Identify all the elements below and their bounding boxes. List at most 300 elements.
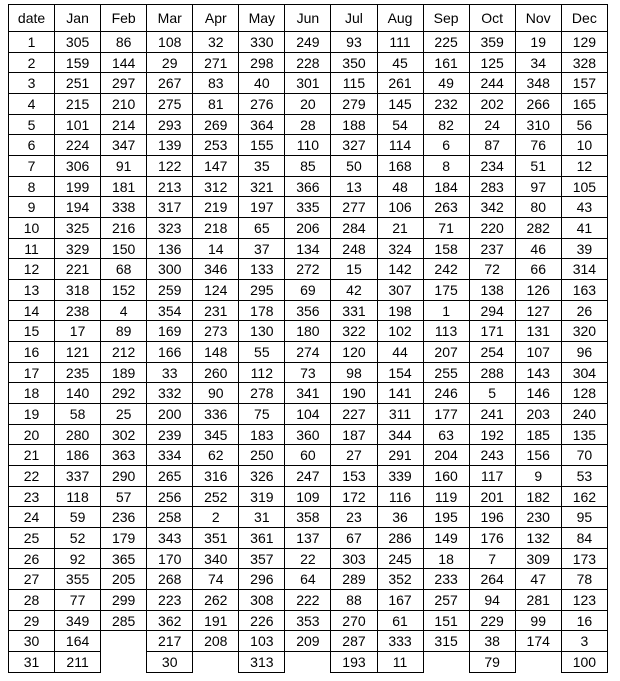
- table-cell[interactable]: 309: [515, 548, 561, 569]
- table-cell[interactable]: 346: [193, 259, 239, 280]
- table-cell[interactable]: 269: [193, 114, 239, 135]
- table-cell[interactable]: 45: [377, 52, 423, 73]
- table-cell[interactable]: 288: [469, 362, 515, 383]
- table-cell[interactable]: 28: [285, 114, 331, 135]
- table-cell[interactable]: 364: [239, 114, 285, 135]
- table-cell[interactable]: 140: [55, 383, 101, 404]
- table-cell[interactable]: 53: [561, 466, 607, 487]
- date-cell[interactable]: 8: [9, 176, 55, 197]
- table-cell[interactable]: 352: [377, 569, 423, 590]
- table-cell[interactable]: 83: [193, 73, 239, 94]
- table-cell[interactable]: 109: [285, 486, 331, 507]
- table-cell[interactable]: 133: [239, 259, 285, 280]
- table-cell[interactable]: 366: [285, 176, 331, 197]
- table-cell[interactable]: 210: [101, 94, 147, 115]
- table-cell[interactable]: 25: [101, 404, 147, 425]
- table-cell[interactable]: 80: [515, 197, 561, 218]
- table-cell[interactable]: 130: [239, 321, 285, 342]
- column-header-may[interactable]: May: [239, 5, 285, 32]
- table-cell[interactable]: 56: [561, 114, 607, 135]
- table-cell[interactable]: 224: [55, 135, 101, 156]
- table-cell[interactable]: 144: [101, 52, 147, 73]
- date-cell[interactable]: 6: [9, 135, 55, 156]
- table-cell[interactable]: 291: [377, 445, 423, 466]
- table-cell[interactable]: 57: [101, 486, 147, 507]
- date-cell[interactable]: 28: [9, 590, 55, 611]
- table-cell[interactable]: 311: [377, 404, 423, 425]
- table-cell[interactable]: 192: [469, 424, 515, 445]
- table-cell[interactable]: 118: [55, 486, 101, 507]
- column-header-aug[interactable]: Aug: [377, 5, 423, 32]
- table-cell[interactable]: 162: [561, 486, 607, 507]
- table-cell[interactable]: 307: [377, 280, 423, 301]
- table-cell[interactable]: 332: [147, 383, 193, 404]
- table-cell[interactable]: 203: [515, 404, 561, 425]
- table-cell[interactable]: 283: [469, 176, 515, 197]
- table-cell[interactable]: 116: [377, 486, 423, 507]
- table-cell[interactable]: 158: [423, 238, 469, 259]
- table-cell[interactable]: 342: [469, 197, 515, 218]
- table-cell[interactable]: 190: [331, 383, 377, 404]
- table-cell[interactable]: 211: [55, 652, 101, 673]
- table-cell[interactable]: 160: [423, 466, 469, 487]
- table-cell[interactable]: 96: [561, 342, 607, 363]
- table-cell[interactable]: 98: [331, 362, 377, 383]
- table-cell[interactable]: 331: [331, 300, 377, 321]
- table-cell[interactable]: 32: [193, 32, 239, 53]
- table-cell[interactable]: 169: [147, 321, 193, 342]
- table-cell[interactable]: 112: [239, 362, 285, 383]
- table-cell[interactable]: 243: [469, 445, 515, 466]
- table-cell[interactable]: 270: [331, 610, 377, 631]
- table-cell[interactable]: 298: [239, 52, 285, 73]
- table-cell[interactable]: 232: [423, 94, 469, 115]
- table-cell[interactable]: 107: [515, 342, 561, 363]
- table-cell[interactable]: 68: [101, 259, 147, 280]
- table-cell[interactable]: 200: [147, 404, 193, 425]
- table-cell[interactable]: 148: [193, 342, 239, 363]
- table-cell[interactable]: 320: [561, 321, 607, 342]
- table-cell[interactable]: 34: [515, 52, 561, 73]
- table-cell[interactable]: 341: [285, 383, 331, 404]
- table-cell[interactable]: 22: [285, 548, 331, 569]
- table-cell[interactable]: 193: [331, 652, 377, 673]
- table-cell[interactable]: 17: [55, 321, 101, 342]
- table-cell[interactable]: 41: [561, 218, 607, 239]
- table-cell[interactable]: 105: [561, 176, 607, 197]
- date-cell[interactable]: 10: [9, 218, 55, 239]
- table-cell[interactable]: 265: [147, 466, 193, 487]
- table-cell[interactable]: 257: [423, 590, 469, 611]
- table-cell[interactable]: 85: [285, 156, 331, 177]
- table-cell[interactable]: 213: [147, 176, 193, 197]
- date-cell[interactable]: 5: [9, 114, 55, 135]
- table-cell[interactable]: 164: [55, 631, 101, 652]
- table-cell[interactable]: 104: [285, 404, 331, 425]
- table-cell[interactable]: 42: [331, 280, 377, 301]
- table-cell[interactable]: 333: [377, 631, 423, 652]
- table-cell[interactable]: 184: [423, 176, 469, 197]
- table-cell[interactable]: 135: [561, 424, 607, 445]
- table-cell[interactable]: 110: [285, 135, 331, 156]
- table-cell[interactable]: 293: [147, 114, 193, 135]
- table-cell[interactable]: 16: [561, 610, 607, 631]
- table-cell[interactable]: 251: [55, 73, 101, 94]
- table-cell[interactable]: 282: [515, 218, 561, 239]
- table-cell[interactable]: 95: [561, 507, 607, 528]
- table-cell[interactable]: 234: [469, 156, 515, 177]
- table-cell[interactable]: 155: [239, 135, 285, 156]
- table-cell[interactable]: 91: [101, 156, 147, 177]
- table-cell[interactable]: 290: [101, 466, 147, 487]
- table-cell[interactable]: 316: [193, 466, 239, 487]
- table-cell[interactable]: 121: [55, 342, 101, 363]
- table-cell[interactable]: 61: [377, 610, 423, 631]
- table-cell[interactable]: 304: [561, 362, 607, 383]
- table-cell[interactable]: 323: [147, 218, 193, 239]
- table-cell[interactable]: 246: [423, 383, 469, 404]
- table-cell[interactable]: 278: [239, 383, 285, 404]
- table-cell[interactable]: 49: [423, 73, 469, 94]
- table-cell[interactable]: 294: [469, 300, 515, 321]
- table-cell[interactable]: 227: [331, 404, 377, 425]
- table-cell[interactable]: 245: [377, 548, 423, 569]
- table-cell[interactable]: 222: [285, 590, 331, 611]
- table-cell[interactable]: 285: [101, 610, 147, 631]
- table-cell[interactable]: 360: [285, 424, 331, 445]
- table-cell[interactable]: 159: [55, 52, 101, 73]
- table-cell[interactable]: 165: [561, 94, 607, 115]
- table-cell[interactable]: 66: [515, 259, 561, 280]
- table-cell[interactable]: 67: [331, 528, 377, 549]
- column-header-date[interactable]: date: [9, 5, 55, 32]
- table-cell[interactable]: 30: [147, 652, 193, 673]
- table-cell[interactable]: 2: [193, 507, 239, 528]
- table-cell[interactable]: 39: [561, 238, 607, 259]
- table-cell[interactable]: 129: [561, 32, 607, 53]
- table-cell[interactable]: 305: [55, 32, 101, 53]
- table-cell[interactable]: 10: [561, 135, 607, 156]
- table-cell[interactable]: 101: [55, 114, 101, 135]
- table-cell[interactable]: 250: [239, 445, 285, 466]
- date-cell[interactable]: 30: [9, 631, 55, 652]
- table-cell[interactable]: 260: [193, 362, 239, 383]
- table-cell[interactable]: 88: [331, 590, 377, 611]
- table-cell[interactable]: 239: [147, 424, 193, 445]
- table-cell[interactable]: 12: [561, 156, 607, 177]
- column-header-oct[interactable]: Oct: [469, 5, 515, 32]
- table-cell[interactable]: 146: [515, 383, 561, 404]
- table-cell[interactable]: 60: [285, 445, 331, 466]
- table-cell[interactable]: 361: [239, 528, 285, 549]
- column-header-jul[interactable]: Jul: [331, 5, 377, 32]
- table-cell[interactable]: 113: [423, 321, 469, 342]
- table-cell[interactable]: 336: [193, 404, 239, 425]
- table-cell[interactable]: 77: [55, 590, 101, 611]
- table-cell[interactable]: 271: [193, 52, 239, 73]
- table-cell[interactable]: 228: [285, 52, 331, 73]
- table-cell[interactable]: 238: [55, 300, 101, 321]
- table-cell[interactable]: 125: [469, 52, 515, 73]
- table-cell[interactable]: 138: [469, 280, 515, 301]
- table-cell[interactable]: 306: [55, 156, 101, 177]
- table-cell[interactable]: 301: [285, 73, 331, 94]
- table-cell[interactable]: 345: [193, 424, 239, 445]
- table-cell[interactable]: 86: [101, 32, 147, 53]
- table-cell[interactable]: 328: [561, 52, 607, 73]
- date-cell[interactable]: 1: [9, 32, 55, 53]
- table-cell[interactable]: 176: [469, 528, 515, 549]
- date-cell[interactable]: 23: [9, 486, 55, 507]
- table-cell[interactable]: 362: [147, 610, 193, 631]
- date-cell[interactable]: 11: [9, 238, 55, 259]
- table-cell[interactable]: 225: [423, 32, 469, 53]
- table-cell[interactable]: 287: [331, 631, 377, 652]
- date-cell[interactable]: 14: [9, 300, 55, 321]
- table-cell[interactable]: 173: [561, 548, 607, 569]
- table-cell[interactable]: 35: [239, 156, 285, 177]
- table-cell[interactable]: 102: [377, 321, 423, 342]
- date-cell[interactable]: 21: [9, 445, 55, 466]
- table-cell[interactable]: 18: [423, 548, 469, 569]
- table-cell[interactable]: 44: [377, 342, 423, 363]
- table-cell[interactable]: 87: [469, 135, 515, 156]
- table-cell[interactable]: 93: [331, 32, 377, 53]
- table-cell[interactable]: 38: [469, 631, 515, 652]
- table-cell[interactable]: 317: [147, 197, 193, 218]
- table-cell[interactable]: 11: [377, 652, 423, 673]
- table-cell[interactable]: 226: [239, 610, 285, 631]
- table-cell[interactable]: 178: [239, 300, 285, 321]
- column-header-jun[interactable]: Jun: [285, 5, 331, 32]
- table-cell[interactable]: 195: [423, 507, 469, 528]
- table-cell[interactable]: 21: [377, 218, 423, 239]
- table-cell[interactable]: 329: [55, 238, 101, 259]
- table-cell[interactable]: 127: [515, 300, 561, 321]
- table-cell[interactable]: 319: [239, 486, 285, 507]
- table-cell[interactable]: 185: [515, 424, 561, 445]
- table-cell[interactable]: 132: [515, 528, 561, 549]
- table-cell[interactable]: 171: [469, 321, 515, 342]
- table-cell[interactable]: 166: [147, 342, 193, 363]
- table-cell[interactable]: 247: [285, 466, 331, 487]
- table-cell[interactable]: 31: [239, 507, 285, 528]
- table-cell[interactable]: 139: [147, 135, 193, 156]
- table-cell[interactable]: 141: [377, 383, 423, 404]
- date-cell[interactable]: 9: [9, 197, 55, 218]
- table-cell[interactable]: 161: [423, 52, 469, 73]
- table-cell[interactable]: 167: [377, 590, 423, 611]
- table-cell[interactable]: 54: [377, 114, 423, 135]
- table-cell[interactable]: 212: [101, 342, 147, 363]
- table-cell[interactable]: 310: [515, 114, 561, 135]
- date-cell[interactable]: 19: [9, 404, 55, 425]
- table-cell[interactable]: 267: [147, 73, 193, 94]
- table-cell[interactable]: 191: [193, 610, 239, 631]
- table-cell[interactable]: 8: [423, 156, 469, 177]
- column-header-feb[interactable]: Feb: [101, 5, 147, 32]
- table-cell[interactable]: 252: [193, 486, 239, 507]
- date-cell[interactable]: 15: [9, 321, 55, 342]
- table-cell[interactable]: 204: [423, 445, 469, 466]
- table-cell[interactable]: 33: [147, 362, 193, 383]
- date-cell[interactable]: 17: [9, 362, 55, 383]
- table-cell[interactable]: 24: [469, 114, 515, 135]
- table-cell[interactable]: 19: [515, 32, 561, 53]
- table-cell[interactable]: 181: [101, 176, 147, 197]
- table-cell[interactable]: 94: [469, 590, 515, 611]
- table-cell[interactable]: 205: [101, 569, 147, 590]
- column-header-nov[interactable]: Nov: [515, 5, 561, 32]
- table-cell[interactable]: 300: [147, 259, 193, 280]
- date-cell[interactable]: 18: [9, 383, 55, 404]
- table-cell[interactable]: 263: [423, 197, 469, 218]
- table-cell[interactable]: 268: [147, 569, 193, 590]
- table-cell[interactable]: 256: [147, 486, 193, 507]
- table-cell[interactable]: 114: [377, 135, 423, 156]
- date-cell[interactable]: 24: [9, 507, 55, 528]
- table-cell[interactable]: 322: [331, 321, 377, 342]
- table-cell[interactable]: 78: [561, 569, 607, 590]
- table-cell[interactable]: 187: [331, 424, 377, 445]
- table-cell[interactable]: 186: [55, 445, 101, 466]
- table-cell[interactable]: 137: [285, 528, 331, 549]
- table-cell[interactable]: 23: [331, 507, 377, 528]
- table-cell[interactable]: 276: [239, 94, 285, 115]
- date-cell[interactable]: 27: [9, 569, 55, 590]
- table-cell[interactable]: 354: [147, 300, 193, 321]
- table-cell[interactable]: 274: [285, 342, 331, 363]
- table-cell[interactable]: 279: [331, 94, 377, 115]
- table-cell[interactable]: 340: [193, 548, 239, 569]
- table-cell[interactable]: 231: [193, 300, 239, 321]
- table-cell[interactable]: 65: [239, 218, 285, 239]
- table-cell[interactable]: 71: [423, 218, 469, 239]
- table-cell[interactable]: 235: [55, 362, 101, 383]
- table-cell[interactable]: 20: [285, 94, 331, 115]
- date-cell[interactable]: 25: [9, 528, 55, 549]
- table-cell[interactable]: 70: [561, 445, 607, 466]
- table-cell[interactable]: 64: [285, 569, 331, 590]
- table-cell[interactable]: 324: [377, 238, 423, 259]
- table-cell[interactable]: 297: [101, 73, 147, 94]
- table-cell[interactable]: 117: [469, 466, 515, 487]
- table-cell[interactable]: 122: [147, 156, 193, 177]
- column-header-sep[interactable]: Sep: [423, 5, 469, 32]
- table-cell[interactable]: 230: [515, 507, 561, 528]
- table-cell[interactable]: 29: [147, 52, 193, 73]
- table-cell[interactable]: 13: [331, 176, 377, 197]
- table-cell[interactable]: 154: [377, 362, 423, 383]
- table-cell[interactable]: 82: [423, 114, 469, 135]
- table-cell[interactable]: 356: [285, 300, 331, 321]
- table-cell[interactable]: 325: [55, 218, 101, 239]
- table-cell[interactable]: 3: [561, 631, 607, 652]
- table-cell[interactable]: 326: [239, 466, 285, 487]
- table-cell[interactable]: 335: [285, 197, 331, 218]
- table-cell[interactable]: 233: [423, 569, 469, 590]
- date-cell[interactable]: 22: [9, 466, 55, 487]
- table-cell[interactable]: 51: [515, 156, 561, 177]
- table-cell[interactable]: 46: [515, 238, 561, 259]
- table-cell[interactable]: 143: [515, 362, 561, 383]
- table-cell[interactable]: 89: [101, 321, 147, 342]
- table-cell[interactable]: 163: [561, 280, 607, 301]
- table-cell[interactable]: 289: [331, 569, 377, 590]
- table-cell[interactable]: 43: [561, 197, 607, 218]
- table-cell[interactable]: 241: [469, 404, 515, 425]
- table-cell[interactable]: 277: [331, 197, 377, 218]
- table-cell[interactable]: 151: [423, 610, 469, 631]
- table-cell[interactable]: 264: [469, 569, 515, 590]
- table-cell[interactable]: 275: [147, 94, 193, 115]
- table-cell[interactable]: 123: [561, 590, 607, 611]
- table-cell[interactable]: 272: [285, 259, 331, 280]
- table-cell[interactable]: 189: [101, 362, 147, 383]
- date-cell[interactable]: 29: [9, 610, 55, 631]
- table-cell[interactable]: 236: [101, 507, 147, 528]
- table-cell[interactable]: 134: [285, 238, 331, 259]
- table-cell[interactable]: 100: [561, 652, 607, 673]
- table-cell[interactable]: 216: [101, 218, 147, 239]
- table-cell[interactable]: 180: [285, 321, 331, 342]
- table-cell[interactable]: 240: [561, 404, 607, 425]
- table-cell[interactable]: 4: [101, 300, 147, 321]
- table-cell[interactable]: 90: [193, 383, 239, 404]
- table-cell[interactable]: 177: [423, 404, 469, 425]
- table-cell[interactable]: 72: [469, 259, 515, 280]
- table-cell[interactable]: 37: [239, 238, 285, 259]
- table-cell[interactable]: 312: [193, 176, 239, 197]
- date-cell[interactable]: 7: [9, 156, 55, 177]
- table-cell[interactable]: 92: [55, 548, 101, 569]
- table-cell[interactable]: 145: [377, 94, 423, 115]
- table-cell[interactable]: 199: [55, 176, 101, 197]
- table-cell[interactable]: 147: [193, 156, 239, 177]
- date-cell[interactable]: 3: [9, 73, 55, 94]
- table-cell[interactable]: 253: [193, 135, 239, 156]
- table-cell[interactable]: 119: [423, 486, 469, 507]
- table-cell[interactable]: 337: [55, 466, 101, 487]
- table-cell[interactable]: 124: [193, 280, 239, 301]
- table-cell[interactable]: 318: [55, 280, 101, 301]
- table-cell[interactable]: 223: [147, 590, 193, 611]
- table-cell[interactable]: 73: [285, 362, 331, 383]
- table-cell[interactable]: 1: [423, 300, 469, 321]
- table-cell[interactable]: 358: [285, 507, 331, 528]
- table-cell[interactable]: 115: [331, 73, 377, 94]
- table-cell[interactable]: 327: [331, 135, 377, 156]
- table-cell[interactable]: 59: [55, 507, 101, 528]
- table-cell[interactable]: 295: [239, 280, 285, 301]
- table-cell[interactable]: 197: [239, 197, 285, 218]
- table-cell[interactable]: 183: [239, 424, 285, 445]
- date-cell[interactable]: 2: [9, 52, 55, 73]
- table-cell[interactable]: 344: [377, 424, 423, 445]
- table-cell[interactable]: 321: [239, 176, 285, 197]
- table-cell[interactable]: 126: [515, 280, 561, 301]
- table-cell[interactable]: 103: [239, 631, 285, 652]
- table-cell[interactable]: 156: [515, 445, 561, 466]
- table-cell[interactable]: 296: [239, 569, 285, 590]
- table-cell[interactable]: 5: [469, 383, 515, 404]
- table-cell[interactable]: 221: [55, 259, 101, 280]
- table-cell[interactable]: 258: [147, 507, 193, 528]
- table-cell[interactable]: 261: [377, 73, 423, 94]
- table-cell[interactable]: 74: [193, 569, 239, 590]
- table-cell[interactable]: 202: [469, 94, 515, 115]
- table-cell[interactable]: 108: [147, 32, 193, 53]
